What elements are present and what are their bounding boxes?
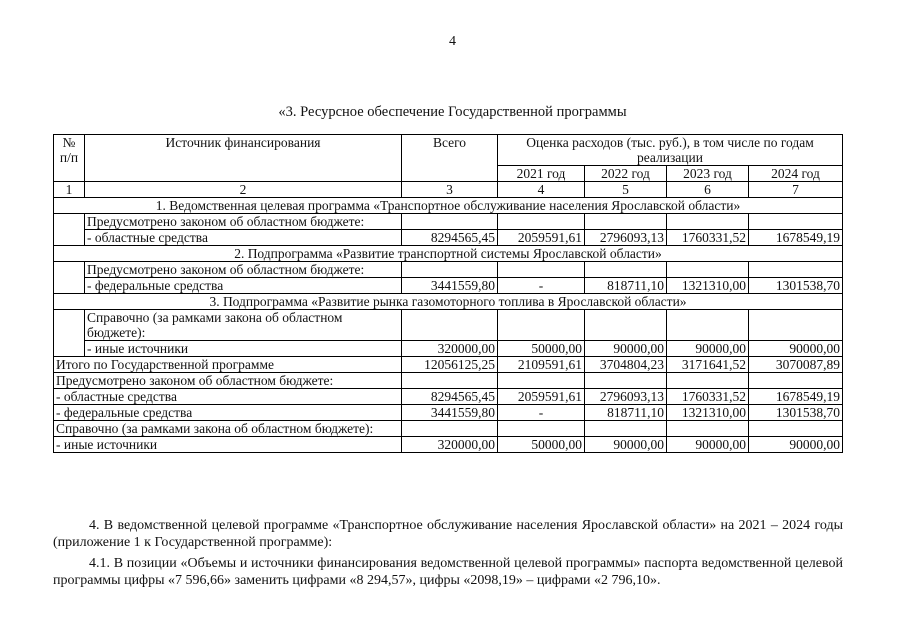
value-cell: 1760331,52: [667, 230, 749, 246]
value-cell: 90000,00: [749, 437, 843, 453]
header-estimate: Оценка расходов (тыс. руб.), в том числе по годам реализации: [498, 135, 843, 166]
value-cell: 90000,00: [667, 341, 749, 357]
row-label: Справочно (за рамками закона об областном бюджете):: [54, 421, 402, 437]
row-label: Предусмотрено законом об областном бюджете:: [85, 214, 402, 230]
value-cell: 8294565,45: [402, 389, 498, 405]
value-cell: 818711,10: [585, 278, 667, 294]
table-row: [54, 278, 843, 294]
value-cell: 50000,00: [498, 341, 585, 357]
value-cell: 1301538,70: [749, 278, 843, 294]
value-cell: 1678549,19: [749, 389, 843, 405]
table-row: [54, 262, 843, 278]
paragraph-4-1-text: 4.1. В позиции «Объемы и источники финансирования ведомственной целевой программы» паспорта ведомственной целевой программы цифры «7 596,66» заменить цифрами «8 294,57», цифры «2098,19» – цифрами «2 796,10».: [53, 556, 843, 588]
value-cell: 3441559,80: [402, 405, 498, 421]
row-label: - областные средства: [54, 389, 402, 405]
value-cell: 1760331,52: [667, 389, 749, 405]
section-title-row: [54, 294, 843, 310]
value-cell: 320000,00: [402, 341, 498, 357]
row-label: - иные источники: [85, 341, 402, 357]
column-numbers-row: [54, 182, 843, 198]
section-title: «3. Ресурсное обеспечение Государственной программы: [278, 104, 627, 120]
value-cell: 2796093,13: [585, 230, 667, 246]
paragraph-4-1: [53, 555, 843, 589]
row-label: Предусмотрено законом об областном бюджете:: [85, 262, 402, 278]
paragraph-4: [53, 517, 843, 551]
value-cell: -: [498, 405, 585, 421]
header-year: 2021 год: [498, 166, 585, 182]
col-number: 5: [585, 182, 667, 198]
value-cell: 320000,00: [402, 437, 498, 453]
value-cell: -: [498, 278, 585, 294]
value-cell: 90000,00: [749, 341, 843, 357]
section-1-title: 1. Ведомственная целевая программа «Транспортное обслуживание населения Ярославской области»: [54, 198, 843, 214]
header-year: 2022 год: [585, 166, 667, 182]
table-row: [54, 437, 843, 453]
row-label: Справочно (за рамками закона об областном бюджете):: [85, 310, 402, 341]
col-number: 1: [54, 182, 85, 198]
table-row: [54, 421, 843, 437]
page-number: 4: [449, 34, 456, 49]
header-source: Источник финансирования: [85, 135, 402, 182]
table-row: [54, 373, 843, 389]
value-cell: 3070087,89: [749, 357, 843, 373]
table-row: [54, 230, 843, 246]
section-title-row: [54, 198, 843, 214]
section-title-row: [54, 246, 843, 262]
col-number: 4: [498, 182, 585, 198]
value-cell: 1678549,19: [749, 230, 843, 246]
col-number: 3: [402, 182, 498, 198]
value-cell: 2059591,61: [498, 230, 585, 246]
table-row: [54, 389, 843, 405]
section-3-title: 3. Подпрограмма «Развитие рынка газомоторного топлива в Ярославской области»: [54, 294, 843, 310]
value-cell: 1321310,00: [667, 278, 749, 294]
col-number: 7: [749, 182, 843, 198]
table-row: [54, 341, 843, 357]
paragraph-4-text: 4. В ведомственной целевой программе «Транспортное обслуживание населения Ярославской области» на 2021 – 2024 годы (приложение 1 к Государственной программе):: [53, 518, 843, 550]
col-number: 2: [85, 182, 402, 198]
row-label: - областные средства: [85, 230, 402, 246]
row-label: - иные источники: [54, 437, 402, 453]
header-year: 2024 год: [749, 166, 843, 182]
value-cell: 2796093,13: [585, 389, 667, 405]
value-cell: 8294565,45: [402, 230, 498, 246]
total-label: Итого по Государственной программе: [54, 357, 402, 373]
col-number: 6: [667, 182, 749, 198]
header-num: № п/п: [54, 135, 85, 182]
empty-cell: [54, 310, 85, 357]
value-cell: 3441559,80: [402, 278, 498, 294]
value-cell: 1321310,00: [667, 405, 749, 421]
value-cell: 1301538,70: [749, 405, 843, 421]
value-cell: 3171641,52: [667, 357, 749, 373]
value-cell: 90000,00: [585, 437, 667, 453]
total-row: [54, 357, 843, 373]
empty-cell: [54, 262, 85, 294]
value-cell: 50000,00: [498, 437, 585, 453]
section-2-title: 2. Подпрограмма «Развитие транспортной системы Ярославской области»: [54, 246, 843, 262]
row-label: - федеральные средства: [85, 278, 402, 294]
value-cell: 2059591,61: [498, 389, 585, 405]
funding-table: [53, 134, 843, 453]
value-cell: 90000,00: [585, 341, 667, 357]
header-total: Всего: [402, 135, 498, 182]
value-cell: 3704804,23: [585, 357, 667, 373]
header-row-1: [54, 135, 843, 166]
table-row: [54, 310, 843, 341]
value-cell: 12056125,25: [402, 357, 498, 373]
row-label: - федеральные средства: [54, 405, 402, 421]
row-label: Предусмотрено законом об областном бюджете:: [54, 373, 402, 389]
value-cell: 2109591,61: [498, 357, 585, 373]
value-cell: 90000,00: [667, 437, 749, 453]
header-year: 2023 год: [667, 166, 749, 182]
table-row: [54, 405, 843, 421]
table-row: [54, 214, 843, 230]
empty-cell: [54, 214, 85, 246]
value-cell: 818711,10: [585, 405, 667, 421]
